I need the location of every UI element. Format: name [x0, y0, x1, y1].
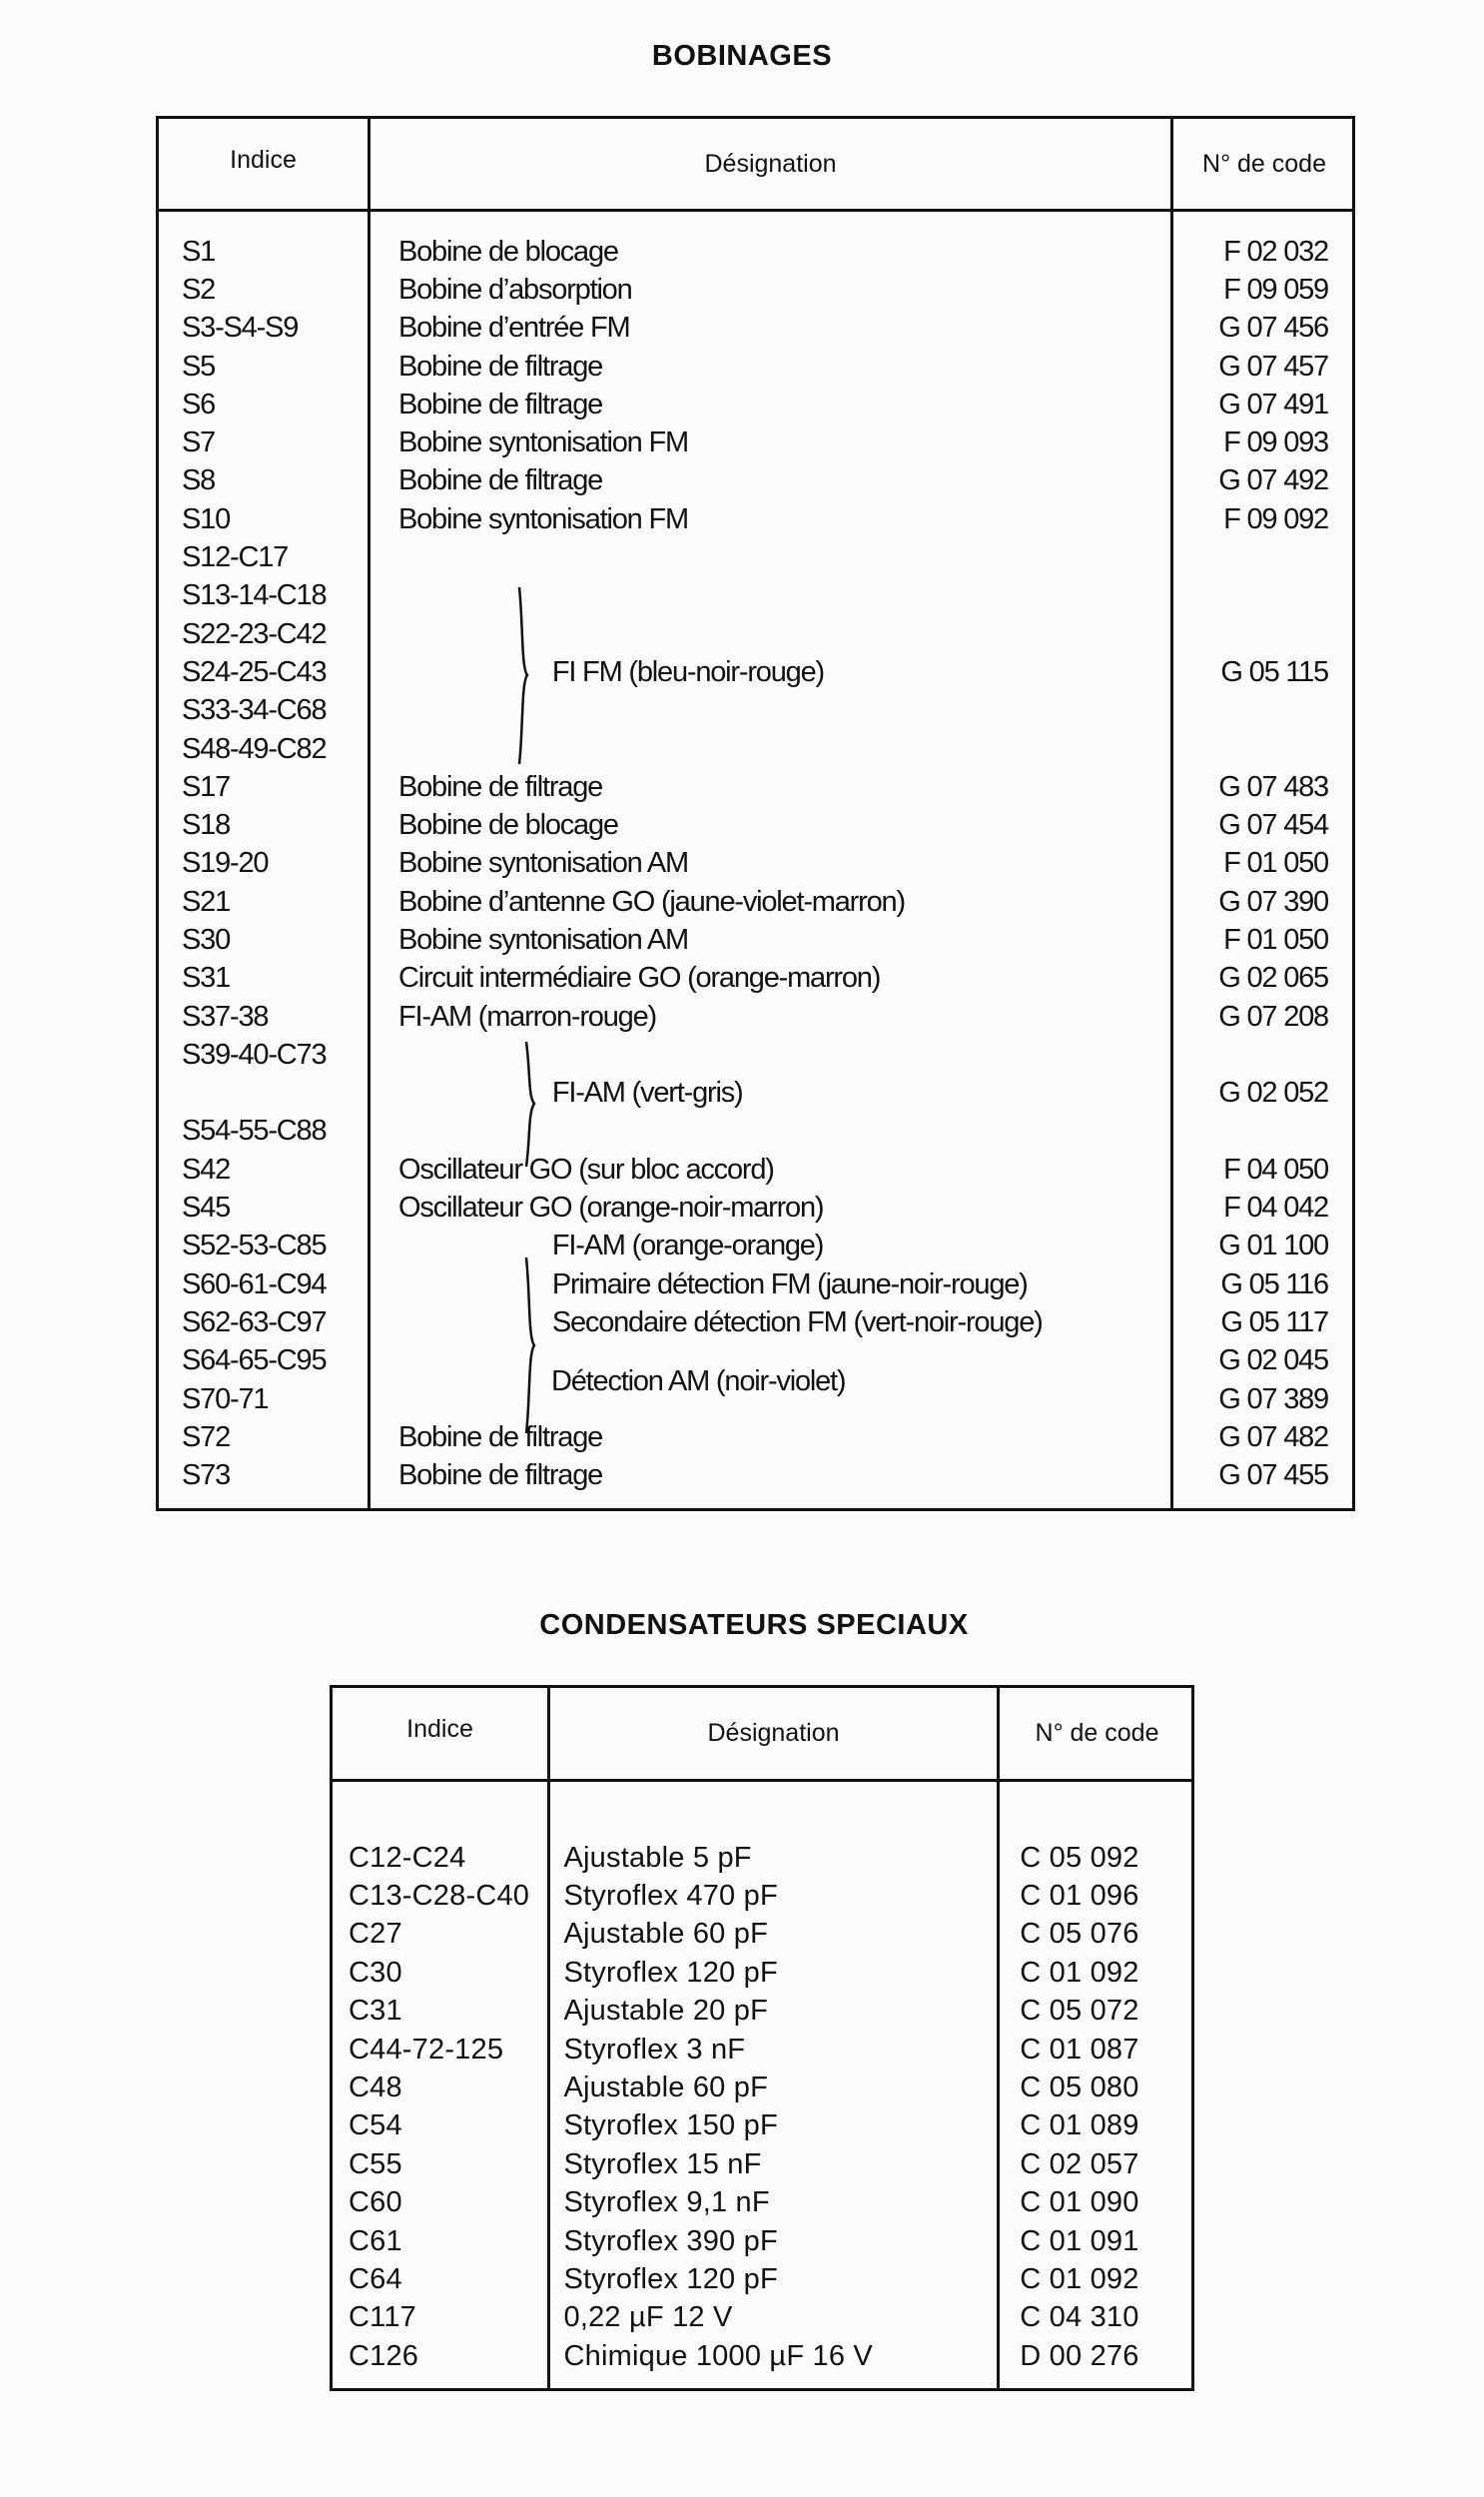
header-designation: Désignation: [704, 149, 837, 178]
designation-cell: Styroflex 15 nF: [563, 2147, 762, 2180]
brace-icon: [522, 1257, 538, 1433]
table-row: [159, 1228, 1352, 1265]
designation-cell: Bobine de filtrage: [397, 388, 603, 420]
table-row: [159, 310, 1352, 348]
brace-icon: [515, 587, 531, 764]
bobinages-body: [159, 233, 1352, 1495]
indice-cell: S22-23-C42: [182, 617, 327, 650]
designation-cell: Bobine de filtrage: [397, 1420, 603, 1453]
indice-cell: S13-14-C18: [182, 579, 327, 612]
indice-cell: S48-49-C82: [182, 732, 327, 765]
indice-cell: C31: [349, 1995, 402, 2028]
indice-cell: S73: [182, 1459, 230, 1492]
indice-cell: C60: [349, 2186, 402, 2219]
code-cell: C 05 072: [1020, 1995, 1139, 2028]
table-row: [333, 1954, 1191, 1992]
brace-icon: [522, 1042, 538, 1167]
table-row: [333, 2222, 1191, 2260]
designation-cell: Bobine d’antenne GO (jaune-violet-marron): [397, 885, 905, 918]
table-row: [159, 538, 1352, 576]
designation-cell: Bobine de filtrage: [397, 464, 603, 497]
code-cell: G 07 457: [1218, 350, 1328, 383]
code-cell: G 07 492: [1218, 464, 1328, 497]
table-row: [159, 1075, 1352, 1113]
header-divider: [159, 209, 1352, 212]
indice-cell: S70-71: [182, 1382, 269, 1415]
condensateurs-title: CONDENSATEURS SPECIAUX: [539, 1609, 969, 1641]
designation-cell: Bobine d’absorption: [397, 273, 632, 306]
code-cell: G 05 116: [1220, 1267, 1328, 1300]
designation-cell: Ajustable 60 pF: [563, 2072, 769, 2104]
code-cell: G 07 208: [1218, 1000, 1328, 1033]
table-row: [159, 233, 1352, 271]
indice-cell: C12-C24: [349, 1841, 466, 1874]
designation-cell: Bobine de filtrage: [397, 770, 603, 803]
designation-cell: Styroflex 390 pF: [563, 2224, 778, 2257]
bobinages-title: BOBINAGES: [651, 40, 833, 72]
detection-am-label: Détection AM (noir-violet): [551, 1365, 846, 1397]
table-row: [333, 1839, 1191, 1877]
indice-cell: S72: [182, 1420, 230, 1453]
indice-cell: S1: [182, 235, 216, 268]
indice-cell: S8: [182, 464, 216, 497]
table-row: [159, 845, 1352, 883]
indice-cell: S30: [182, 923, 230, 956]
designation-cell: Bobine syntonisation FM: [397, 426, 688, 459]
designation-cell: Bobine de filtrage: [397, 350, 603, 383]
code-cell: C 05 076: [1020, 1918, 1139, 1951]
indice-cell: C117: [349, 2301, 416, 2334]
indice-cell: C61: [349, 2224, 402, 2257]
indice-cell: S21: [182, 885, 230, 918]
table-row: [159, 462, 1352, 500]
code-cell: C 01 092: [1020, 2262, 1139, 2295]
indice-cell: C126: [349, 2339, 419, 2372]
designation-cell: Ajustable 20 pF: [563, 1995, 769, 2028]
code-cell: C 01 096: [1020, 1880, 1139, 1913]
table-row: [159, 500, 1352, 538]
designation-cell: Secondaire détection FM (vert-noir-rouge): [551, 1305, 1043, 1338]
designation-cell: Bobine de blocage: [397, 809, 618, 842]
table-row: [159, 1036, 1352, 1074]
indice-cell: C64: [349, 2262, 402, 2295]
code-cell: G 07 483: [1218, 770, 1328, 803]
indice-cell: C13-C28-C40: [349, 1880, 530, 1913]
designation-cell: Primaire détection FM (jaune-noir-rouge): [551, 1267, 1028, 1300]
code-cell: G 02 045: [1218, 1344, 1328, 1377]
condensateurs-table: [330, 1685, 1194, 2391]
indice-cell: S10: [182, 502, 230, 535]
table-row: [159, 423, 1352, 461]
designation-cell: Circuit intermédiaire GO (orange-marron): [397, 962, 881, 995]
code-cell: C 01 089: [1020, 2109, 1139, 2142]
designation-cell: Chimique 1000 µF 16 V: [563, 2339, 873, 2372]
table-row: [159, 921, 1352, 959]
table-row: [159, 577, 1352, 615]
indice-cell: C30: [349, 1956, 402, 1989]
designation-cell: Oscillateur GO (sur bloc accord): [397, 1153, 774, 1186]
table-row: [159, 271, 1352, 309]
indice-cell: S5: [182, 350, 216, 383]
indice-cell: S37-38: [182, 1000, 269, 1033]
indice-cell: S19-20: [182, 847, 269, 880]
code-cell: G 01 100: [1218, 1230, 1328, 1262]
table-row: [333, 2069, 1191, 2106]
table-row: [159, 730, 1352, 768]
code-cell: G 02 052: [1218, 1077, 1328, 1110]
code-cell: C 05 092: [1020, 1841, 1139, 1874]
code-cell: F 02 032: [1223, 235, 1328, 268]
table-row: [333, 2337, 1191, 2375]
code-cell: G 02 065: [1218, 962, 1328, 995]
designation-cell: Styroflex 9,1 nF: [563, 2186, 770, 2219]
indice-cell: S6: [182, 388, 216, 420]
table-row: [159, 386, 1352, 423]
table-row: [333, 2031, 1191, 2069]
indice-cell: S24-25-C43: [182, 655, 327, 688]
indice-cell: S42: [182, 1153, 230, 1186]
designation-cell: Ajustable 5 pF: [563, 1841, 752, 1874]
code-cell: G 07 455: [1218, 1459, 1328, 1492]
bobinages-table: [156, 116, 1355, 1511]
code-cell: F 04 042: [1223, 1192, 1328, 1225]
designation-cell: Styroflex 3 nF: [563, 2033, 746, 2066]
designation-cell: Bobine syntonisation AM: [397, 847, 688, 880]
indice-cell: S62-63-C97: [182, 1305, 327, 1338]
code-cell: F 01 050: [1223, 923, 1328, 956]
indice-cell: S54-55-C88: [182, 1115, 327, 1148]
table-row: [159, 1189, 1352, 1227]
indice-cell: C44-72-125: [349, 2033, 504, 2066]
indice-cell: S45: [182, 1192, 230, 1225]
designation-cell: Ajustable 60 pF: [563, 1918, 769, 1951]
code-cell: C 05 080: [1020, 2072, 1139, 2104]
table-row: [333, 2299, 1191, 2337]
designation-cell: Bobine syntonisation FM: [397, 502, 688, 535]
designation-cell: Bobine de filtrage: [397, 1459, 603, 1492]
code-cell: G 07 456: [1218, 312, 1328, 345]
table-row: [159, 768, 1352, 806]
code-cell: G 07 491: [1218, 388, 1328, 420]
designation-cell: Styroflex 150 pF: [563, 2109, 778, 2142]
designation-cell: Styroflex 120 pF: [563, 2262, 778, 2295]
table-row: [159, 960, 1352, 998]
designation-cell: 0,22 µF 12 V: [563, 2301, 733, 2334]
table-row: [159, 1113, 1352, 1151]
code-cell: F 01 050: [1223, 847, 1328, 880]
designation-cell: FI-AM (orange-orange): [551, 1230, 824, 1262]
condensateurs-body: [333, 1839, 1191, 2375]
table-row: [159, 1151, 1352, 1189]
table-row: [159, 692, 1352, 730]
table-row: [159, 615, 1352, 653]
code-cell: G 07 390: [1218, 885, 1328, 918]
code-cell: F 09 093: [1223, 426, 1328, 459]
code-cell: D 00 276: [1020, 2339, 1139, 2372]
code-cell: F 09 092: [1223, 502, 1328, 535]
designation-cell: Bobine de blocage: [397, 235, 618, 268]
header-designation: Désignation: [707, 1719, 840, 1747]
code-cell: G 07 389: [1218, 1382, 1328, 1415]
designation-cell: FI-AM (vert-gris): [551, 1077, 743, 1110]
table-row: [159, 653, 1352, 691]
code-cell: C 01 087: [1020, 2033, 1139, 2066]
designation-cell: FI-AM (marron-rouge): [397, 1000, 656, 1033]
indice-cell: S2: [182, 273, 216, 306]
code-cell: C 01 090: [1020, 2186, 1139, 2219]
table-row: [159, 1303, 1352, 1341]
header-indice: Indice: [406, 1715, 473, 1743]
designation-cell: Oscillateur GO (orange-noir-marron): [397, 1192, 824, 1225]
indice-cell: S52-53-C85: [182, 1230, 327, 1262]
table-row: [333, 2260, 1191, 2298]
table-row: [159, 998, 1352, 1036]
code-cell: F 09 059: [1223, 273, 1328, 306]
indice-cell: S31: [182, 962, 230, 995]
table-row: [333, 1993, 1191, 2031]
indice-cell: C48: [349, 2072, 402, 2104]
table-row: [159, 1418, 1352, 1456]
indice-cell: S7: [182, 426, 216, 459]
code-cell: G 05 115: [1220, 655, 1328, 688]
header-indice: Indice: [230, 145, 297, 174]
header-code: N° de code: [1202, 149, 1326, 178]
table-row: [159, 1457, 1352, 1495]
table-row: [333, 1877, 1191, 1915]
indice-cell: S64-65-C95: [182, 1344, 327, 1377]
table-row: [333, 2145, 1191, 2183]
designation-cell: Bobine syntonisation AM: [397, 923, 688, 956]
header-code: N° de code: [1035, 1719, 1159, 1747]
designation-cell: Styroflex 120 pF: [563, 1956, 778, 1989]
code-cell: F 04 050: [1223, 1153, 1328, 1186]
code-cell: C 02 057: [1020, 2147, 1139, 2180]
indice-cell: C54: [349, 2109, 402, 2142]
indice-cell: S33-34-C68: [182, 694, 327, 727]
indice-cell: S17: [182, 770, 230, 803]
code-cell: G 05 117: [1220, 1305, 1328, 1338]
indice-cell: S18: [182, 809, 230, 842]
designation-cell: FI FM (bleu-noir-rouge): [551, 655, 824, 688]
indice-cell: C55: [349, 2147, 402, 2180]
table-row: [333, 2184, 1191, 2222]
table-row: [159, 1265, 1352, 1303]
indice-cell: S60-61-C94: [182, 1267, 327, 1300]
table-row: [159, 883, 1352, 921]
designation-cell: Bobine d’entrée FM: [397, 312, 630, 345]
code-cell: C 04 310: [1020, 2301, 1139, 2334]
table-row: [159, 806, 1352, 844]
code-cell: G 07 482: [1218, 1420, 1328, 1453]
table-row: [159, 348, 1352, 386]
table-row: [333, 2107, 1191, 2145]
code-cell: C 01 092: [1020, 1956, 1139, 1989]
indice-cell: S3-S4-S9: [182, 312, 299, 345]
indice-cell: C27: [349, 1918, 402, 1951]
indice-cell: S39-40-C73: [182, 1038, 327, 1071]
table-row: [333, 1916, 1191, 1954]
header-divider: [333, 1779, 1191, 1782]
indice-cell: S12-C17: [182, 541, 289, 574]
code-cell: G 07 454: [1218, 809, 1328, 842]
designation-cell: Styroflex 470 pF: [563, 1880, 778, 1913]
code-cell: C 01 091: [1020, 2224, 1139, 2257]
